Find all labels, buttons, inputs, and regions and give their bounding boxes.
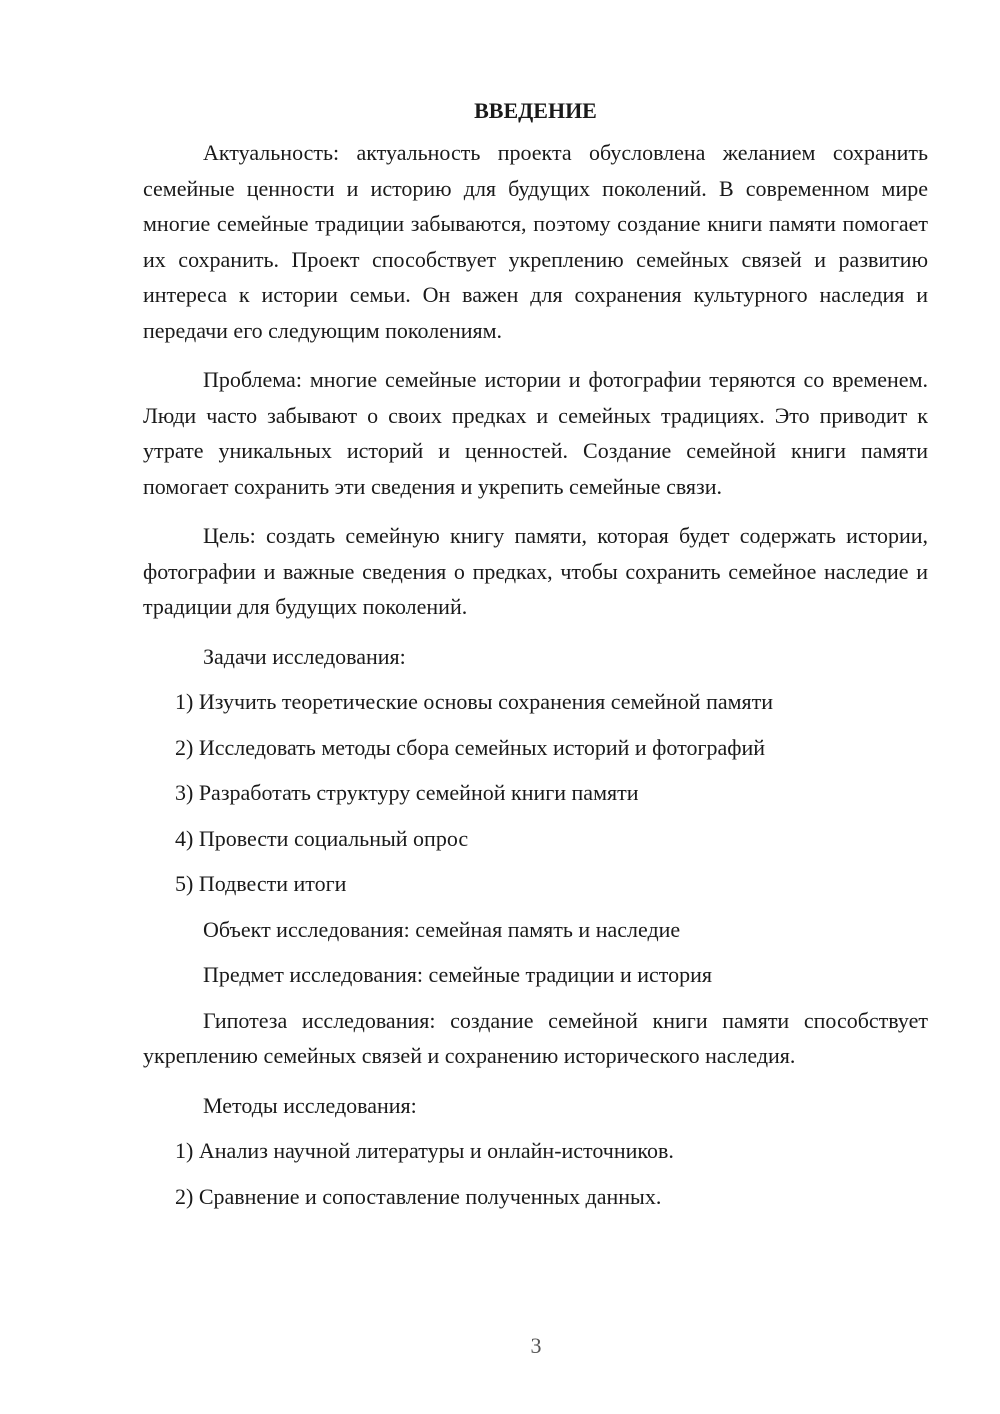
page-number: 3 <box>530 1333 542 1358</box>
method-item: 1) Анализ научной литературы и онлайн-источников. <box>175 1138 674 1163</box>
methods-title: Методы исследования: <box>203 1092 417 1118</box>
task-item: 5) Подвести итоги <box>175 871 347 896</box>
task-item: 2) Исследовать методы сбора семейных историй и фотографий <box>175 734 766 760</box>
research-subject: Предмет исследования: семейные традиции и история <box>203 962 712 987</box>
relevance-paragraph: Актуальность: актуальность проекта обусловлена желанием сохранить семейные ценности и историю для будущих поколений. В современном мире многие семейные традиции забываются, поэтому создание книги памяти помогает их сохранить. Проект способствует укреплению семейных связей и развитию интереса к истории семьи. Он важен для сохранения культурного наследия и передачи его следующим поколениям. <box>143 140 928 343</box>
task-item: 4) Провести социальный опрос <box>175 825 469 851</box>
tasks-title: Задачи исследования: <box>203 643 406 669</box>
research-object: Объект исследования: семейная память и наследие <box>203 916 681 942</box>
problem-paragraph: Проблема: многие семейные истории и фотографии теряются со временем. Люди часто забывают о своих предках и семейных традициях. Это приводит к утрате уникальных историй и ценностей. Создание семейной книги памяти помогает сохранить эти сведения и укрепить семейные связи. <box>143 367 928 499</box>
goal-paragraph: Цель: создать семейную книгу памяти, которая будет содержать истории, фотографии и важные сведения о предках, чтобы сохранить семейное наследие и традиции для будущих поколений. <box>143 523 928 619</box>
task-item: 3) Разработать структуру семейной книги памяти <box>175 780 639 805</box>
section-heading: ВВЕДЕНИЕ <box>474 98 597 123</box>
hypothesis-paragraph: Гипотеза исследования: создание семейной книги памяти способствует укреплению семейных связей и сохранению исторического наследия. <box>143 1007 928 1068</box>
page-content <box>143 95 928 1224</box>
method-item: 2) Сравнение и сопоставление полученных данных. <box>175 1183 662 1209</box>
task-item: 1) Изучить теоретические основы сохранения семейной памяти <box>175 689 774 714</box>
